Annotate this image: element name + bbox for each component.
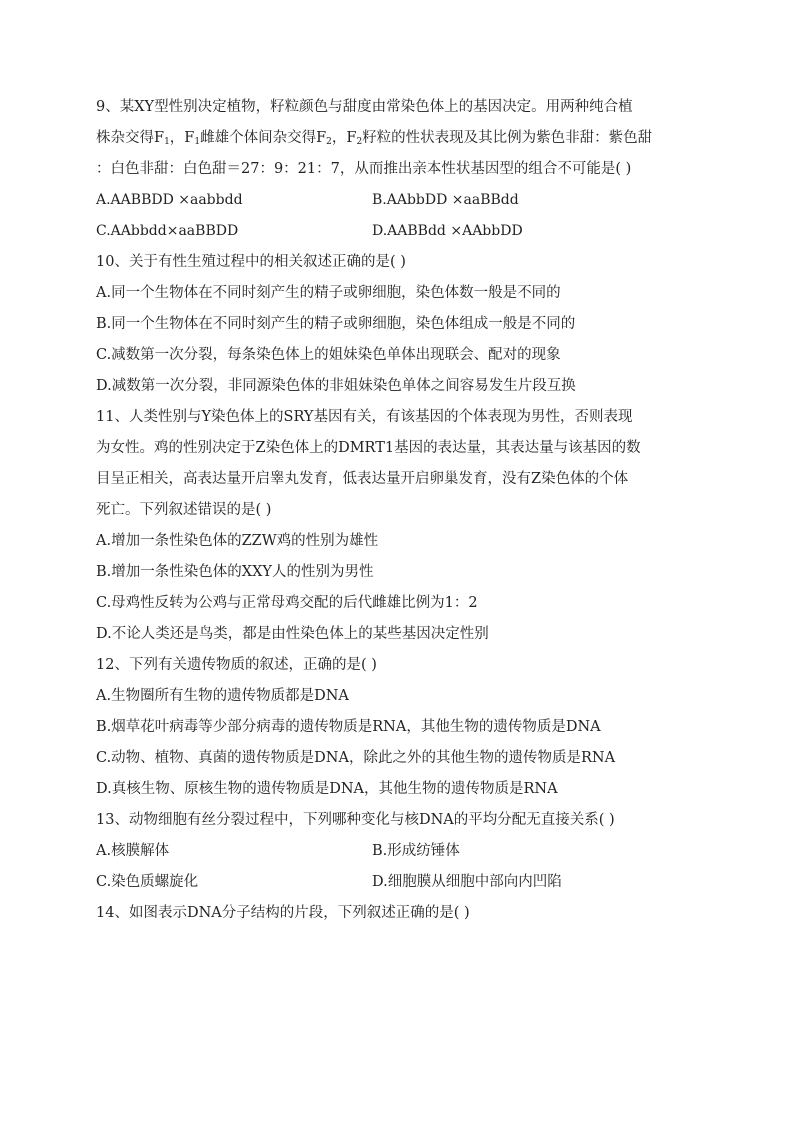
option-a: A.同一个生物体在不同时刻产生的精子或卵细胞，染色体数一般是不同的 xyxy=(96,285,561,301)
question-11 xyxy=(96,402,701,650)
option-c: C.动物、植物、真菌的遗传物质是DNA，除此之外的其他生物的遗传物质是RNA xyxy=(96,750,616,766)
question-11-stem-line-3: 目呈正相关，高表达量开启睾丸发育，低表达量开启卵巢发育，没有Z染色体的个体 xyxy=(96,471,629,487)
option-c: C.减数第一次分裂，每条染色体上的姐妹染色单体出现联会、配对的现象 xyxy=(96,347,561,363)
option-d: D.不论人类还是鸟类，都是由性染色体上的某些基因决定性别 xyxy=(96,626,489,642)
subscript: 1 xyxy=(194,137,201,147)
subscript: 2 xyxy=(356,137,363,147)
question-12-stem: 12、下列有关遗传物质的叙述，正确的是( ) xyxy=(96,657,377,673)
question-10-stem: 10、关于有性生殖过程中的相关叙述正确的是( ) xyxy=(96,254,406,270)
option-c: C.AAbbdd×aaBBDD xyxy=(96,223,239,239)
question-14 xyxy=(96,898,701,929)
question-9-options-row-1 xyxy=(96,185,701,216)
option-a: A.增加一条性染色体的ZZW鸡的性别为雄性 xyxy=(96,533,379,549)
option-a: A.核膜解体 xyxy=(96,843,170,859)
document-page xyxy=(96,92,701,929)
text-fragment: ，F xyxy=(331,130,357,146)
option-d: D.真核生物、原核生物的遗传物质是DNA，其他生物的遗传物质是RNA xyxy=(96,781,558,797)
question-14-stem: 14、如图表示DNA分子结构的片段，下列叙述正确的是( ) xyxy=(96,905,470,921)
question-13-options-row-1 xyxy=(96,836,701,867)
question-11-stem-line-2: 为女性。鸡的性别决定于Z染色体上的DMRT1基因的表达量，其表达量与该基因的数 xyxy=(96,440,641,456)
option-d: D.减数第一次分裂，非同源染色体的非姐妹染色单体之间容易发生片段互换 xyxy=(96,378,576,394)
option-b: B.AAbbDD ×aaBBdd xyxy=(372,192,519,208)
text-fragment: 株杂交得F xyxy=(96,130,165,146)
text-fragment: 雌雄个体间杂交得F xyxy=(200,130,327,146)
subscript: 1 xyxy=(164,137,170,147)
option-c: C.染色质螺旋化 xyxy=(96,874,199,890)
option-a: A.AABBDD ×aabbdd xyxy=(96,192,243,208)
question-9-stem-line-3: ：白色非甜：白色甜＝27：9：21：7，从而推出亲本性状基因型的组合不可能是( ) xyxy=(96,161,632,177)
question-9 xyxy=(96,92,701,247)
option-d: D.细胞膜从细胞中部向内凹陷 xyxy=(372,874,562,890)
question-12 xyxy=(96,650,701,805)
option-b: B.烟草花叶病毒等少部分病毒的遗传物质是RNA，其他生物的遗传物质是DNA xyxy=(96,719,601,735)
option-c: C.母鸡性反转为公鸡与正常母鸡交配的后代雌雄比例为1：2 xyxy=(96,595,478,611)
question-9-options-row-2 xyxy=(96,216,701,247)
question-9-stem-line-1: 9、某XY型性别决定植物，籽粒颜色与甜度由常染色体上的基因决定。用两种纯合植 xyxy=(96,99,633,115)
text-fragment: ，F xyxy=(169,130,195,146)
option-a: A.生物圈所有生物的遗传物质都是DNA xyxy=(96,688,349,704)
question-13-stem: 13、动物细胞有丝分裂过程中，下列哪种变化与核DNA的平均分配无直接关系( ) xyxy=(96,812,615,828)
option-b: B.同一个生物体在不同时刻产生的精子或卵细胞，染色体组成一般是不同的 xyxy=(96,316,576,332)
question-13-options-row-2 xyxy=(96,867,701,898)
question-13 xyxy=(96,805,701,898)
question-11-stem-line-4: 死亡。下列叙述错误的是( ) xyxy=(96,502,272,518)
subscript: 2 xyxy=(326,137,332,147)
option-b: B.形成纺锤体 xyxy=(372,843,460,859)
text-fragment: 籽粒的性状表现及其比例为紫色非甜：紫色甜 xyxy=(362,130,653,146)
option-d: D.AABBdd ×AAbbDD xyxy=(372,223,523,239)
option-b: B.增加一条性染色体的XXY人的性别为男性 xyxy=(96,564,374,580)
question-11-stem-line-1: 11、人类性别与Y染色体上的SRY基因有关，有该基因的个体表现为男性，否则表现 xyxy=(96,409,633,425)
question-9-stem-line-2 xyxy=(96,123,701,154)
question-10 xyxy=(96,247,701,402)
